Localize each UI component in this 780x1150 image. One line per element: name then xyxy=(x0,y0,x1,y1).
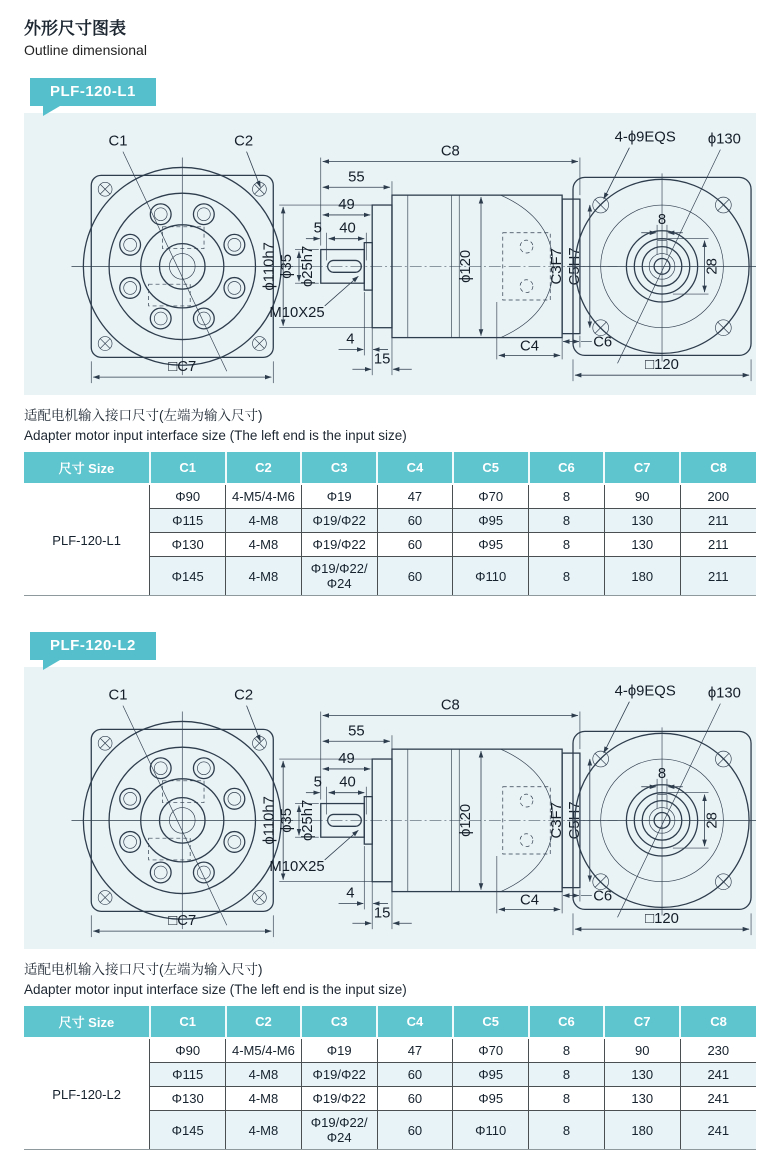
dim-c2-label: C2 xyxy=(234,687,254,704)
table-row xyxy=(24,1038,756,1063)
table-cell: 4-M8 xyxy=(226,1111,302,1150)
table-cell: Φ115 xyxy=(150,1063,226,1087)
side-view xyxy=(261,144,617,376)
table-cell: Φ145 xyxy=(150,557,226,596)
dim-8-label: 8 xyxy=(657,765,667,782)
table-cell: 180 xyxy=(604,557,680,596)
table-cell: 90 xyxy=(604,1038,680,1063)
dim-35-label: ϕ35 xyxy=(279,253,296,279)
dimension-column-header: C3 xyxy=(301,452,377,484)
dim-28-label: 28 xyxy=(704,258,721,275)
dim-c4-label: C4 xyxy=(519,892,539,909)
table-cell: 241 xyxy=(680,1111,756,1150)
dim-5-label: 5 xyxy=(313,774,322,791)
dimension-column-header: C5 xyxy=(453,452,529,484)
dim-4phi9eqs-label: 4-ϕ9EQS xyxy=(614,683,676,700)
table-cell: Φ19/Φ22 xyxy=(301,509,377,533)
dim-4phi9eqs-label: 4-ϕ9EQS xyxy=(614,129,676,146)
dimension-column-header: C1 xyxy=(150,452,226,484)
table-cell: 130 xyxy=(604,509,680,533)
page-title-en: Outline dimensional xyxy=(24,42,147,58)
table-cell: 4-M8 xyxy=(226,557,302,596)
table-cell: 47 xyxy=(377,1038,453,1063)
dim-8-label: 8 xyxy=(657,211,667,228)
dim-c7-label: □C7 xyxy=(168,913,197,930)
table-cell: 4-M5/4-M6 xyxy=(226,1038,302,1063)
table-cell: 4-M5/4-M6 xyxy=(226,484,302,509)
dim-c7-label: □C7 xyxy=(168,359,197,376)
dim-c1-label: C1 xyxy=(108,133,128,150)
table-cell: 4-M8 xyxy=(226,509,302,533)
table-cell: Φ95 xyxy=(453,1087,529,1111)
table-cell: Φ90 xyxy=(150,484,226,509)
model-badge: PLF-120-L2 xyxy=(30,632,156,660)
table-cell: 4-M8 xyxy=(226,1063,302,1087)
dim-c8-label: C8 xyxy=(440,143,460,160)
dimension-column-header: C4 xyxy=(377,452,453,484)
dim-35-label: ϕ35 xyxy=(279,808,296,833)
model-cell: PLF-120-L1 xyxy=(24,484,150,596)
table-cell: Φ115 xyxy=(150,509,226,533)
dim-120-label: ϕ120 xyxy=(458,803,475,838)
dimension-column-header: C8 xyxy=(680,452,756,484)
dim-49-label: 49 xyxy=(338,751,355,768)
table-cell: Φ95 xyxy=(453,1063,529,1087)
side-view xyxy=(261,698,617,930)
table-cell: 130 xyxy=(604,1063,680,1087)
table-cell: Φ90 xyxy=(150,1038,226,1063)
model-cell: PLF-120-L2 xyxy=(24,1038,150,1150)
table-cell: 211 xyxy=(680,509,756,533)
dim-c3f7-label: C3F7 xyxy=(549,248,566,285)
table-cell: 60 xyxy=(377,533,453,557)
dimension-column-header: C6 xyxy=(529,452,605,484)
dim-sq120-label: □120 xyxy=(645,911,679,928)
dim-28-label: 28 xyxy=(704,812,721,829)
table-cell: 8 xyxy=(529,1111,605,1150)
table-cell: Φ19/Φ22/Φ24 xyxy=(301,557,377,596)
table-cell: 8 xyxy=(529,1063,605,1087)
dimension-column-header: C3 xyxy=(301,1006,377,1038)
table-cell: Φ19 xyxy=(301,1038,377,1063)
dimension-column-header: C6 xyxy=(529,1006,605,1038)
dim-120-label: ϕ120 xyxy=(458,249,475,283)
table-cell: 60 xyxy=(377,1111,453,1150)
table-cell: Φ19 xyxy=(301,484,377,509)
table-cell: Φ70 xyxy=(453,1038,529,1063)
table-cell: 60 xyxy=(377,1063,453,1087)
table-cell: Φ110 xyxy=(453,557,529,596)
dim-4-label: 4 xyxy=(346,885,355,902)
table-cell: 241 xyxy=(680,1087,756,1111)
table-cell: Φ130 xyxy=(150,533,226,557)
dim-110h7-label: ϕ110h7 xyxy=(261,796,278,845)
dim-c6-label: C6 xyxy=(593,334,613,351)
dimension-column-header: C5 xyxy=(453,1006,529,1038)
page-header xyxy=(0,14,780,58)
front-view xyxy=(71,133,296,383)
dimension-table xyxy=(24,452,756,596)
dim-40-label: 40 xyxy=(339,774,356,791)
dim-c4-label: C4 xyxy=(519,338,539,355)
dim-40-label: 40 xyxy=(339,220,356,237)
table-cell: 230 xyxy=(680,1038,756,1063)
section-plf-120-l2 xyxy=(0,616,780,1150)
table-cell: 60 xyxy=(377,557,453,596)
dim-c5h7-label: C5H7 xyxy=(566,801,583,840)
table-cell: Φ130 xyxy=(150,1087,226,1111)
table-cell: 180 xyxy=(604,1111,680,1150)
size-column-header: 尺寸 Size xyxy=(24,1006,150,1038)
dim-55-label: 55 xyxy=(348,169,365,186)
dimension-column-header: C7 xyxy=(604,452,680,484)
table-cell: Φ19/Φ22/Φ24 xyxy=(301,1111,377,1150)
adapter-note xyxy=(24,406,756,445)
table-cell: 200 xyxy=(680,484,756,509)
dimension-column-header: C7 xyxy=(604,1006,680,1038)
dim-55-label: 55 xyxy=(348,723,365,740)
dimension-table xyxy=(24,1006,756,1150)
front-view xyxy=(71,687,296,937)
dim-sq120-label: □120 xyxy=(645,357,679,374)
table-cell: Φ95 xyxy=(453,509,529,533)
table-cell: 8 xyxy=(529,484,605,509)
adapter-note-zh: 适配电机输入接口尺寸(左端为输入尺寸) xyxy=(24,962,263,978)
table-cell: 8 xyxy=(529,1038,605,1063)
table-row xyxy=(24,484,756,509)
section-plf-120-l1 xyxy=(0,62,780,596)
dim-5-label: 5 xyxy=(313,220,322,237)
table-cell: Φ110 xyxy=(453,1111,529,1150)
table-cell: 211 xyxy=(680,533,756,557)
size-column-header: 尺寸 Size xyxy=(24,452,150,484)
table-cell: 90 xyxy=(604,484,680,509)
dim-15-label: 15 xyxy=(373,905,391,922)
dim-c2-label: C2 xyxy=(234,133,254,150)
technical-drawing-panel xyxy=(24,113,756,395)
dimension-column-header: C8 xyxy=(680,1006,756,1038)
dim-c3f7-label: C3F7 xyxy=(549,802,566,839)
table-cell: Φ145 xyxy=(150,1111,226,1150)
dim-49-label: 49 xyxy=(338,196,355,213)
table-header-row xyxy=(24,452,756,484)
table-cell: Φ70 xyxy=(453,484,529,509)
table-cell: Φ95 xyxy=(453,533,529,557)
dim-c5h7-label: C5H7 xyxy=(566,247,583,286)
dim-130-label: ϕ130 xyxy=(707,685,741,702)
table-cell: 47 xyxy=(377,484,453,509)
dim-130-label: ϕ130 xyxy=(707,131,741,148)
dim-c6-label: C6 xyxy=(593,888,613,905)
technical-drawing-panel xyxy=(24,667,756,949)
table-cell: 8 xyxy=(529,1087,605,1111)
table-cell: 8 xyxy=(529,509,605,533)
table-cell: 4-M8 xyxy=(226,1087,302,1111)
model-badge: PLF-120-L1 xyxy=(30,78,156,106)
table-cell: 4-M8 xyxy=(226,533,302,557)
table-cell: 60 xyxy=(377,1087,453,1111)
table-cell: 211 xyxy=(680,557,756,596)
dim-m10x25-label: M10X25 xyxy=(269,858,325,875)
dim-c8-label: C8 xyxy=(440,697,460,714)
adapter-note-en: Adapter motor input interface size (The left end is the input size) xyxy=(24,427,407,443)
table-cell: 241 xyxy=(680,1063,756,1087)
dimension-column-header: C2 xyxy=(226,452,302,484)
table-cell: Φ19/Φ22 xyxy=(301,1087,377,1111)
table-cell: 60 xyxy=(377,509,453,533)
table-cell: 130 xyxy=(604,1087,680,1111)
dim-25h7-label: ϕ25h7 xyxy=(299,799,316,842)
table-header-row xyxy=(24,1006,756,1038)
table-cell: 8 xyxy=(529,557,605,596)
dim-m10x25-label: M10X25 xyxy=(269,304,325,321)
dim-110h7-label: ϕ110h7 xyxy=(261,242,278,291)
dim-c1-label: C1 xyxy=(108,687,128,704)
table-cell: Φ19/Φ22 xyxy=(301,1063,377,1087)
table-cell: 130 xyxy=(604,533,680,557)
page-title-zh: 外形尺寸图表 xyxy=(24,19,126,38)
dim-25h7-label: ϕ25h7 xyxy=(299,245,316,288)
dimension-column-header: C2 xyxy=(226,1006,302,1038)
dimension-column-header: C4 xyxy=(377,1006,453,1038)
dim-4-label: 4 xyxy=(346,331,355,348)
adapter-note-zh: 适配电机输入接口尺寸(左端为输入尺寸) xyxy=(24,408,263,423)
dim-15-label: 15 xyxy=(373,351,391,368)
adapter-note xyxy=(24,960,756,999)
dimension-column-header: C1 xyxy=(150,1006,226,1038)
table-cell: 8 xyxy=(529,533,605,557)
table-cell: Φ19/Φ22 xyxy=(301,533,377,557)
adapter-note-en: Adapter motor input interface size (The left end is the input size) xyxy=(24,981,407,997)
